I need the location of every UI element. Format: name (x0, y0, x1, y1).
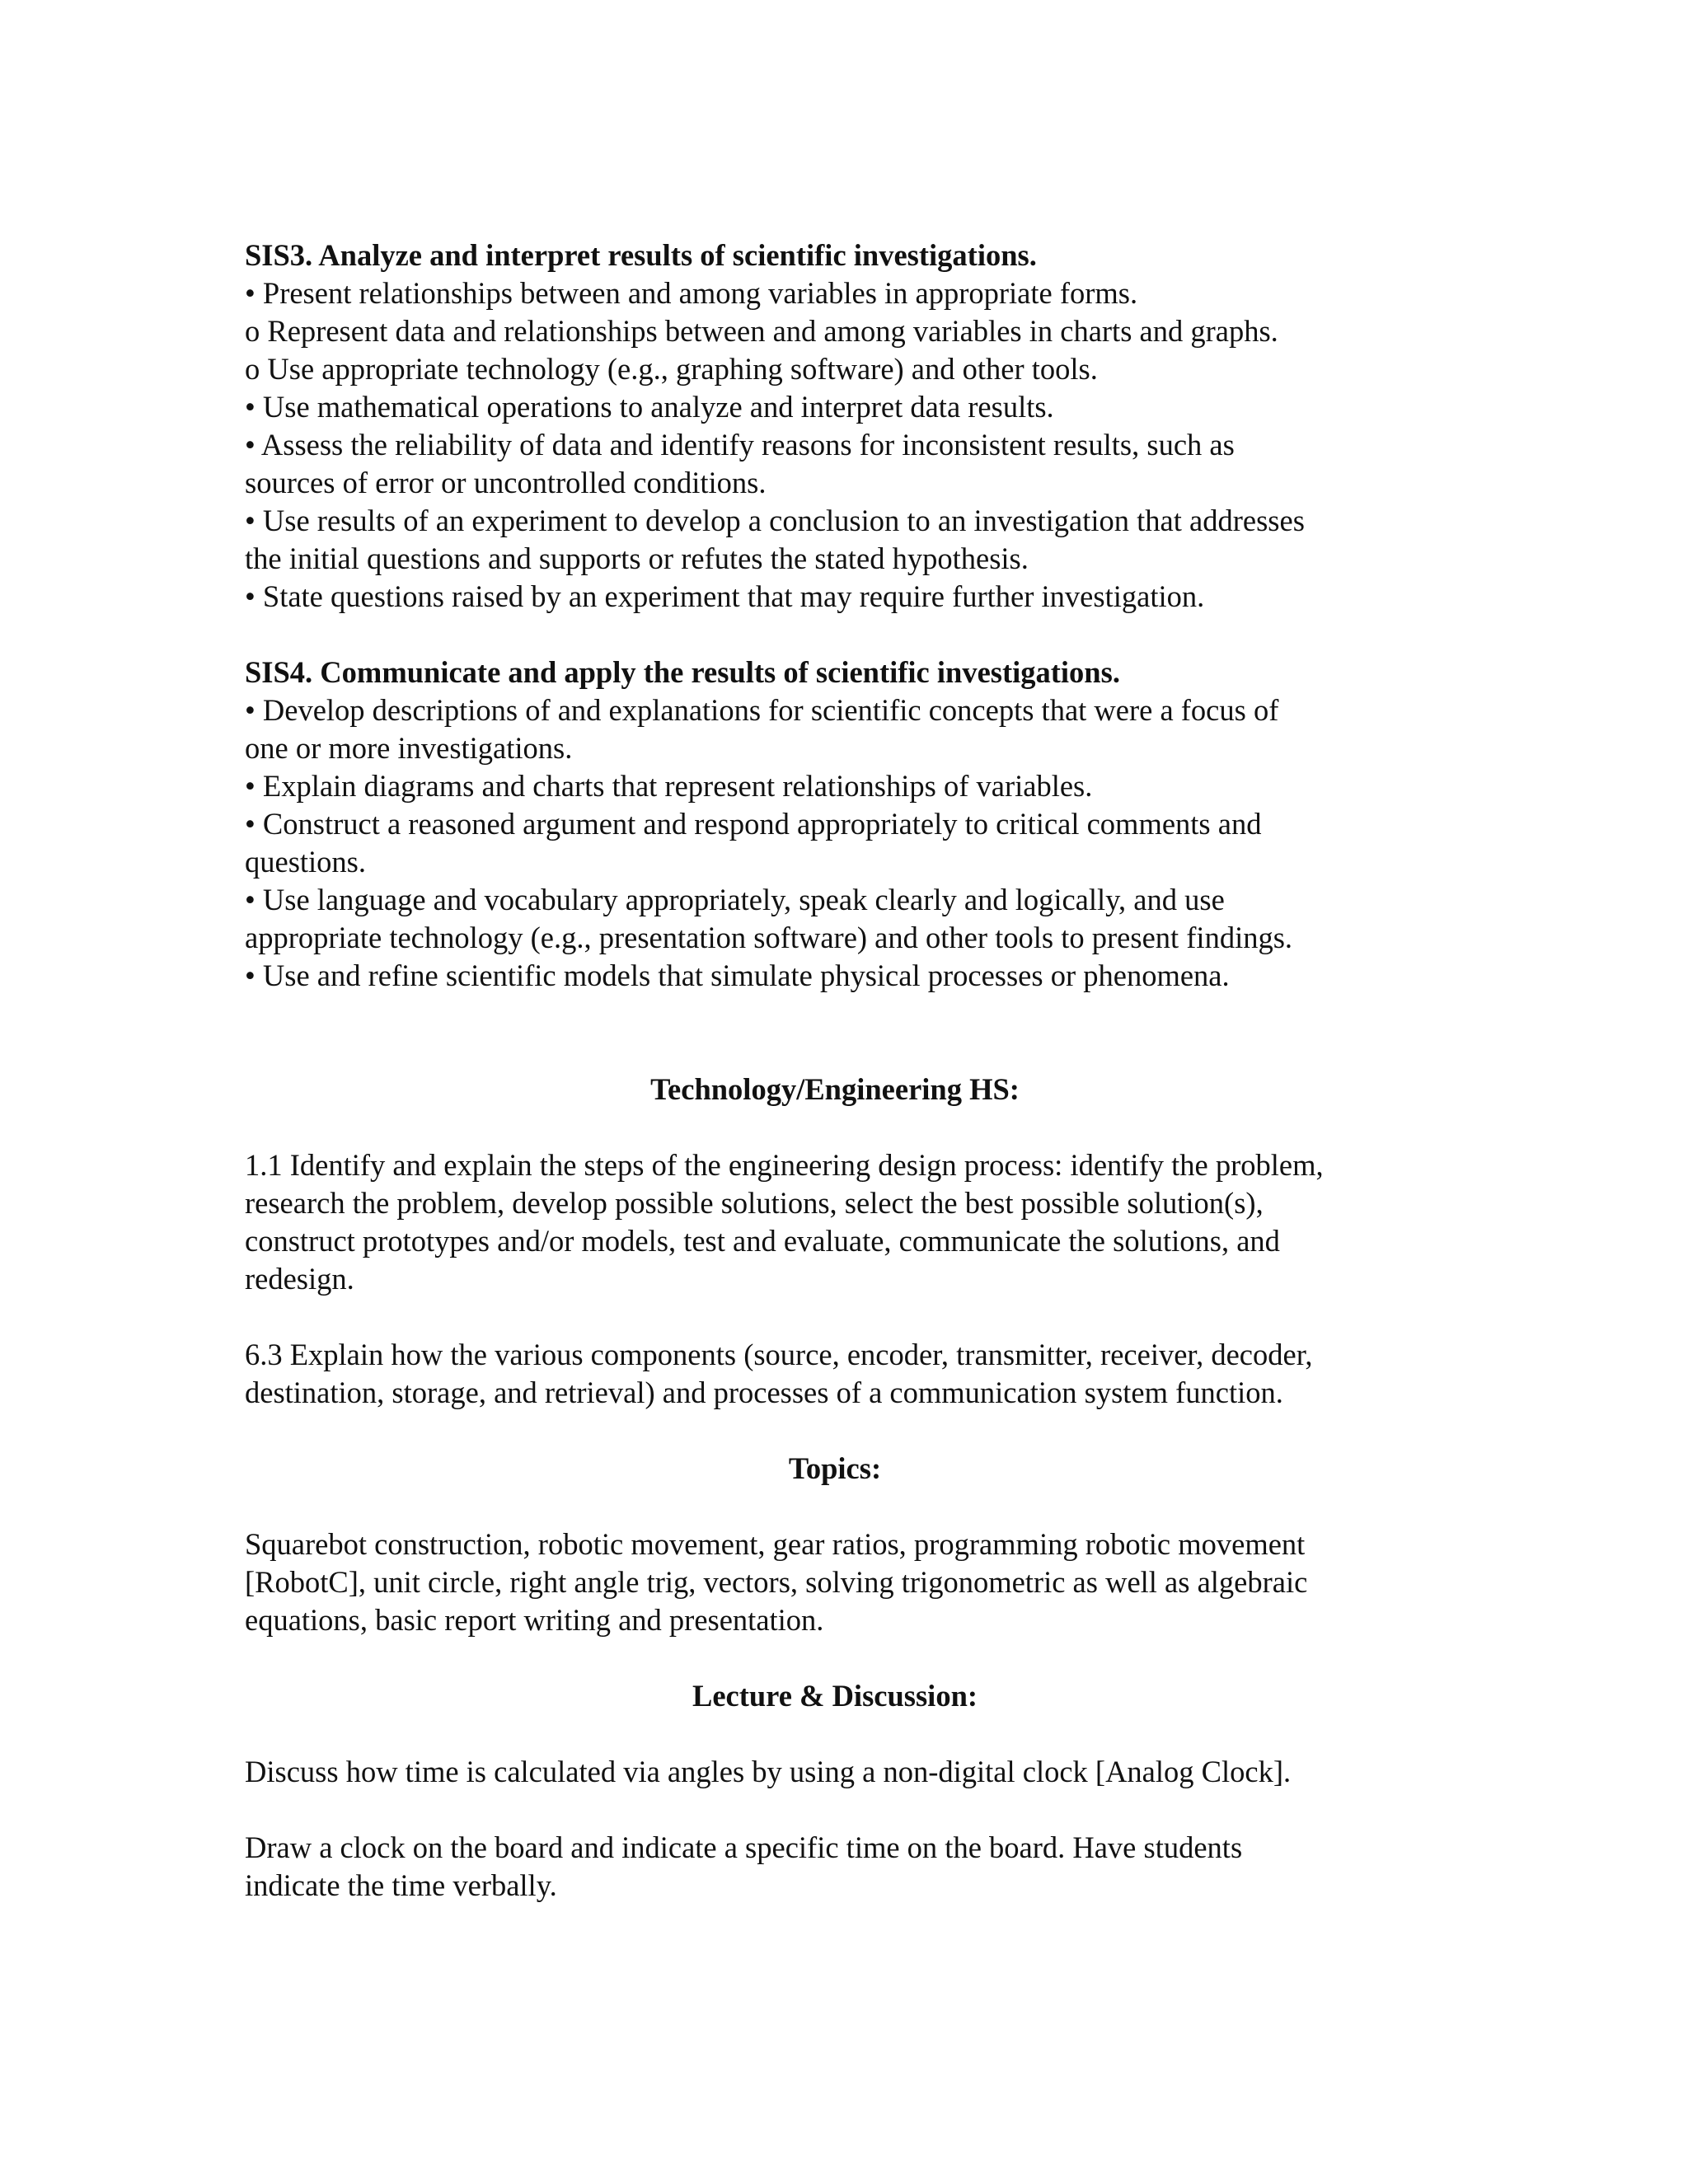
sis3-line: • Assess the reliability of data and identify reasons for inconsistent results, such as (245, 428, 1235, 462)
topics-heading: Topics: (788, 1451, 882, 1485)
sis3-line: • Present relationships between and among variables in appropriate forms. (245, 276, 1138, 310)
lecture-section (245, 1677, 1456, 1905)
sis3-line: o Use appropriate technology (e.g., graphing software) and other tools. (245, 352, 1098, 386)
lecture-line: Draw a clock on the board and indicate a specific time on the board. Have students (245, 1830, 1243, 1864)
lecture-line: indicate the time verbally. (245, 1868, 557, 1902)
tech-line: destination, storage, and retrieval) and processes of a communication system function. (245, 1376, 1283, 1409)
sis4-line: • Use and refine scientific models that simulate physical processes or phenomena. (245, 958, 1230, 992)
sis4-line: • Use language and vocabulary appropriately, speak clearly and logically, and use (245, 883, 1225, 916)
tech-line: 1.1 Identify and explain the steps of the engineering design process: identify the problem, (245, 1148, 1324, 1182)
document-body (245, 237, 1456, 1905)
sis3-line: • Use results of an experiment to develop a conclusion to an investigation that addresses (245, 504, 1305, 537)
tech-line: construct prototypes and/or models, test and evaluate, communicate the solutions, and (245, 1224, 1280, 1258)
sis3-heading: SIS3. Analyze and interpret results of scientific investigations. (245, 238, 1037, 272)
lecture-line: Discuss how time is calculated via angles by using a non-digital clock [Analog Clock]. (245, 1755, 1292, 1788)
sis4-line: questions. (245, 845, 367, 879)
sis4-section (245, 654, 1456, 995)
topics-line: [RobotC], unit circle, right angle trig, vectors, solving trigonometric as well as algebraic (245, 1565, 1308, 1599)
sis4-line: • Develop descriptions of and explanations for scientific concepts that were a focus of (245, 693, 1279, 727)
lecture-heading: Lecture & Discussion: (692, 1679, 978, 1713)
topics-line: equations, basic report writing and presentation. (245, 1603, 824, 1637)
sis4-line: appropriate technology (e.g., presentation software) and other tools to present findings. (245, 921, 1293, 954)
sis4-line: one or more investigations. (245, 731, 573, 765)
tech-section (245, 1071, 1456, 1412)
sis4-heading: SIS4. Communicate and apply the results of scientific investigations. (245, 655, 1120, 689)
tech-paragraph-1 (245, 1146, 1456, 1298)
sis3-line: • Use mathematical operations to analyze and interpret data results. (245, 390, 1054, 424)
tech-line: research the problem, develop possible solutions, select the best possible solution(s), (245, 1186, 1264, 1220)
sis4-line: • Construct a reasoned argument and respond appropriately to critical comments and (245, 807, 1262, 841)
sis3-section (245, 237, 1456, 616)
sis4-line: • Explain diagrams and charts that represent relationships of variables. (245, 769, 1093, 803)
tech-line: redesign. (245, 1262, 354, 1296)
tech-line: 6.3 Explain how the various components (source, encoder, transmitter, receiver, decoder, (245, 1338, 1313, 1371)
sis3-line: sources of error or uncontrolled conditions. (245, 466, 767, 499)
sis3-line: the initial questions and supports or refutes the stated hypothesis. (245, 541, 1029, 575)
topics-section (245, 1450, 1456, 1639)
sis3-line: o Represent data and relationships between and among variables in charts and graphs. (245, 314, 1278, 348)
sis3-line: • State questions raised by an experiment that may require further investigation. (245, 579, 1205, 613)
topics-line: Squarebot construction, robotic movement, gear ratios, programming robotic movement (245, 1527, 1306, 1561)
tech-heading: Technology/Engineering HS: (650, 1072, 1020, 1106)
tech-paragraph-2 (245, 1336, 1456, 1412)
